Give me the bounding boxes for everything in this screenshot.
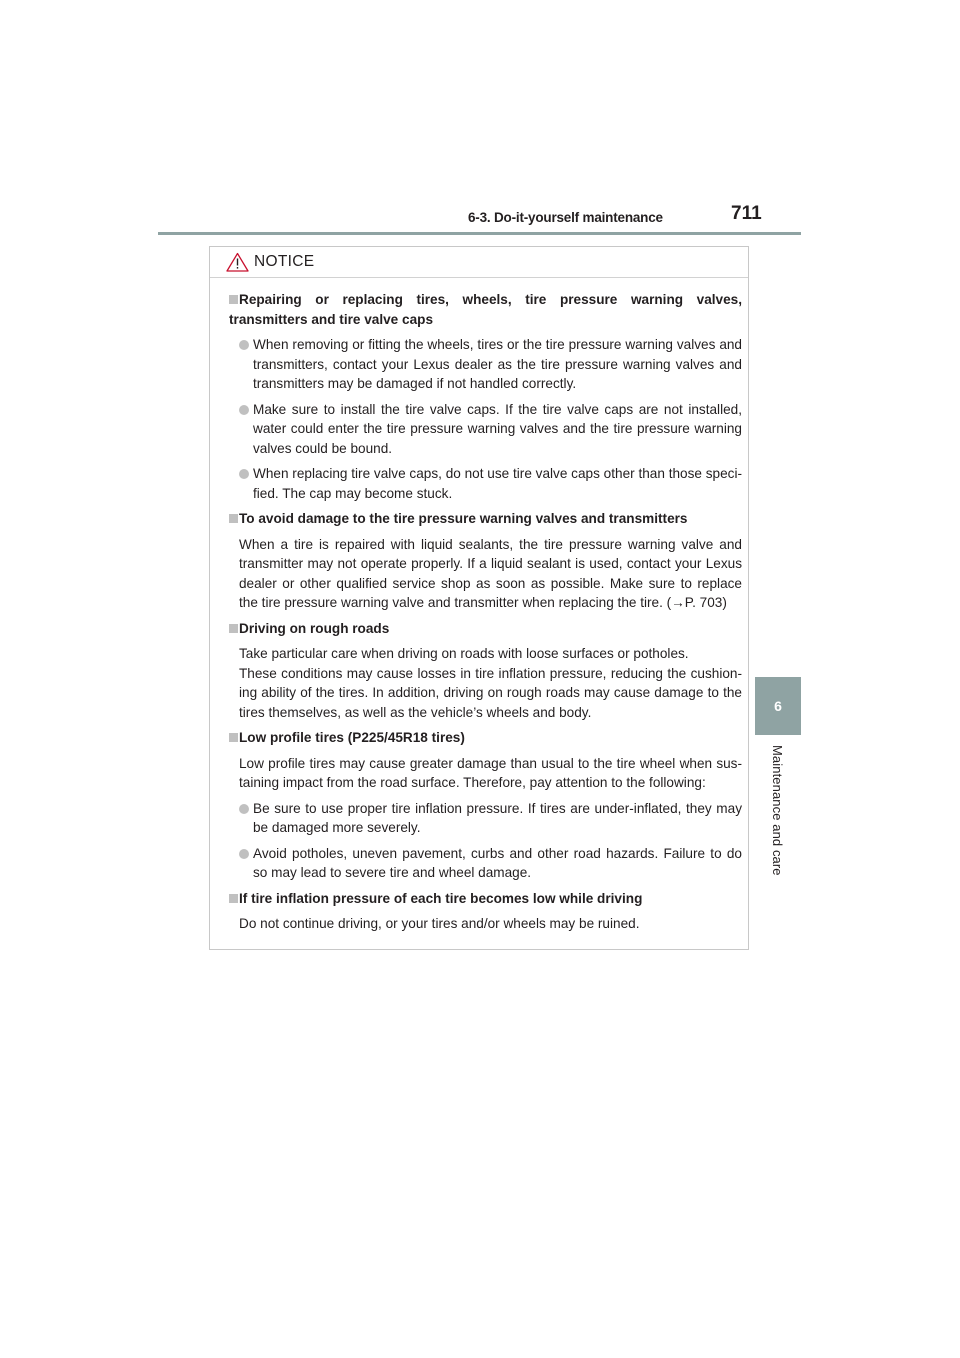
list-item-text: When replacing tire valve caps, do not use tire valve caps other than those speci-fied. The cap may become stuck. xyxy=(253,466,742,501)
section-title xyxy=(229,619,742,639)
list-item xyxy=(229,844,742,883)
notice-box xyxy=(209,246,749,950)
section-title-text: To avoid damage to the tire pressure warning valves and transmitters xyxy=(239,511,688,526)
paragraph: Take particular care when driving on roads with loose surfaces or potholes. xyxy=(239,646,689,661)
page-number: 711 xyxy=(731,203,762,224)
notice-header xyxy=(210,247,748,278)
notice-title: NOTICE xyxy=(254,253,315,270)
section-title xyxy=(229,290,742,329)
section-title-text: Driving on rough roads xyxy=(239,620,390,636)
round-bullet-icon xyxy=(239,469,249,479)
list-item xyxy=(229,335,742,394)
side-tab-label: Maintenance and care xyxy=(770,745,785,876)
paragraph: Do not continue driving, or your tires and/or wheels may be ruined. xyxy=(239,916,640,931)
section-title-text: Low profile tires (P225/45R18 tires) xyxy=(239,730,465,745)
section-title-text: Repairing or replacing tires, wheels, tire pressure warning valves, transmitters and tire valve caps xyxy=(229,292,742,327)
round-bullet-icon xyxy=(239,405,249,415)
list-item-text: Be sure to use proper tire inflation pressure. If tires are under-inflated, they may be damaged more severely. xyxy=(253,800,742,835)
square-bullet-icon xyxy=(229,733,238,742)
header-rule xyxy=(158,232,801,235)
warning-triangle-icon xyxy=(226,252,249,272)
round-bullet-icon xyxy=(239,340,249,350)
section-title xyxy=(229,509,742,529)
square-bullet-icon xyxy=(229,624,238,633)
notice-body xyxy=(210,278,748,934)
square-bullet-icon xyxy=(229,514,238,523)
list-item xyxy=(229,799,742,838)
section-title xyxy=(229,728,742,748)
round-bullet-icon xyxy=(239,804,249,814)
list-item-text: Avoid potholes, uneven pavement, curbs and other road hazards. Failure to do so may lead to severe tire and wheel damage. xyxy=(253,845,742,880)
list-item xyxy=(229,464,742,503)
round-bullet-icon xyxy=(239,849,249,859)
header-section-title: 6-3. Do-it-yourself maintenance xyxy=(468,210,663,225)
square-bullet-icon xyxy=(229,295,238,304)
paragraph: When a tire is repaired with liquid sealants, the tire pressure warning valve and transmitter may not operate properly. If a liquid sealant is used, contact your Lexus dealer or other qualified service shop as soon as possible. Make sure to replace the tire pressure warning valve and transmitter when replacing the tire. (→P. 703) xyxy=(239,536,742,610)
paragraph: Low profile tires may cause greater damage than usual to the tire wheel when sus-taining impact from the road surface. Therefore, pay attention to the following: xyxy=(239,755,742,790)
list-item-text: Make sure to install the tire valve caps. If the tire valve caps are not installed, water could enter the tire pressure warning valves and the tire pressure warning valves could be bound. xyxy=(253,401,742,456)
section-title-text: If tire inflation pressure of each tire becomes low while driving xyxy=(239,890,643,906)
paragraph: These conditions may cause losses in tire inflation pressure, reducing the cushion-ing ability of the tires. In addition, driving on rough roads may cause damage to the tires themselves, as well as the vehicle’s wheels and body. xyxy=(239,665,742,720)
square-bullet-icon xyxy=(229,894,238,903)
list-item-text: When removing or fitting the wheels, tires or the tire pressure warning valves and transmitters, contact your Lexus dealer as the tire pressure warning valves and transmitters may be damaged if not handled correctly. xyxy=(253,337,742,391)
section-title xyxy=(229,889,742,909)
list-item xyxy=(229,400,742,459)
side-tab-number: 6 xyxy=(755,677,801,735)
